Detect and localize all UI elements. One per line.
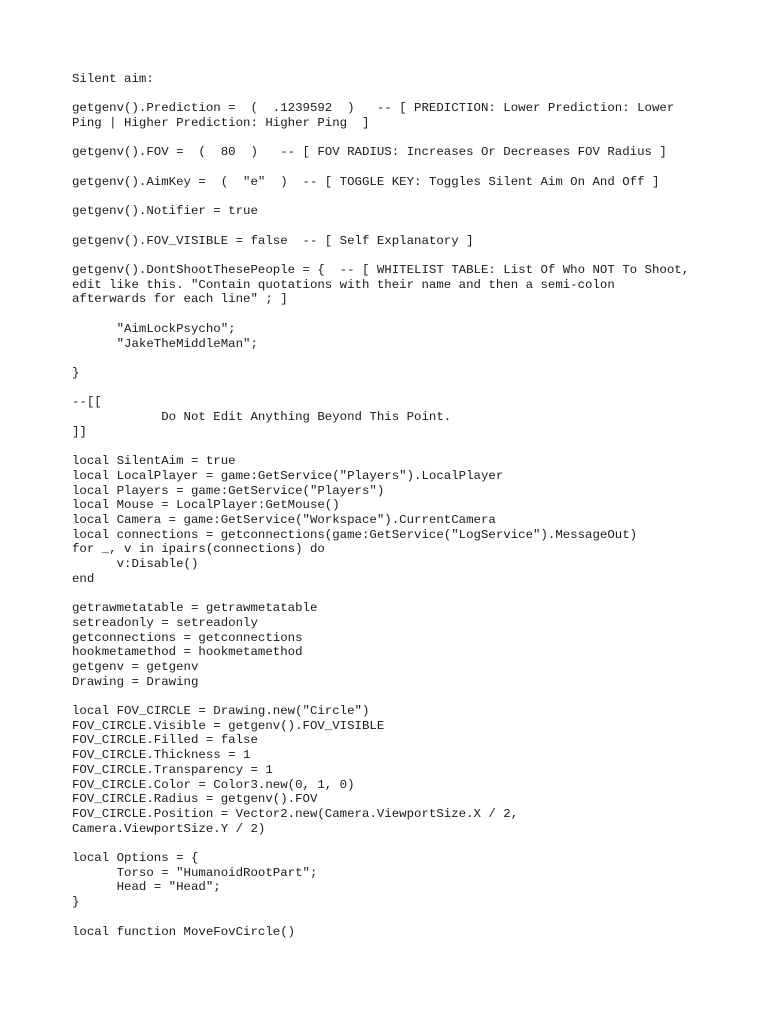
code-line: local function MoveFovCircle()	[72, 924, 296, 939]
code-line: Camera.ViewportSize.Y / 2)	[72, 821, 266, 836]
code-line: }	[72, 365, 80, 380]
code-line: afterwards for each line" ; ]	[72, 292, 288, 307]
code-line: getgenv().Notifier = true	[72, 204, 258, 219]
code-line: FOV_CIRCLE.Transparency = 1	[72, 762, 273, 777]
code-line: v:Disable()	[72, 557, 199, 572]
code-line: setreadonly = setreadonly	[72, 615, 258, 630]
code-line: ]]	[72, 424, 87, 439]
code-line: "AimLockPsycho";	[72, 321, 236, 336]
code-line: Drawing = Drawing	[72, 674, 199, 689]
code-line: local Players = game:GetService("Players")	[72, 483, 385, 498]
code-line: end	[72, 571, 95, 586]
code-line: FOV_CIRCLE.Filled = false	[72, 733, 258, 748]
blank-line	[72, 248, 712, 263]
blank-line	[72, 160, 712, 175]
blank-line	[72, 131, 712, 146]
blank-line	[72, 586, 712, 601]
code-line: FOV_CIRCLE.Visible = getgenv().FOV_VISIBLE	[72, 718, 385, 733]
code-line: local connections = getconnections(game:GetService("LogService").MessageOut)	[72, 527, 638, 542]
code-line: FOV_CIRCLE.Position = Vector2.new(Camera.ViewportSize.X / 2,	[72, 806, 519, 821]
code-line: getgenv().FOV = ( 80 ) -- [ FOV RADIUS: Increases Or Decreases FOV Radius ]	[72, 145, 667, 160]
code-line: local Camera = game:GetService("Workspace").CurrentCamera	[72, 512, 496, 527]
blank-line	[72, 381, 712, 396]
code-line: --[[	[72, 395, 102, 410]
code-line: local LocalPlayer = game:GetService("Players").LocalPlayer	[72, 468, 504, 483]
blank-line	[72, 351, 712, 366]
code-line: Head = "Head";	[72, 880, 221, 895]
code-line: Silent aim:	[72, 72, 154, 86]
code-line: getgenv().Prediction = ( .1239592 ) -- [ PREDICTION: Lower Prediction: Lower	[72, 101, 675, 116]
blank-line	[72, 439, 712, 454]
blank-line	[72, 190, 712, 205]
code-block	[72, 72, 712, 939]
code-line: FOV_CIRCLE.Color = Color3.new(0, 1, 0)	[72, 777, 355, 792]
blank-line	[72, 307, 712, 322]
code-line: getgenv().FOV_VISIBLE = false -- [ Self Explanatory ]	[72, 233, 474, 248]
code-line: FOV_CIRCLE.Thickness = 1	[72, 748, 251, 763]
code-line: local Mouse = LocalPlayer:GetMouse()	[72, 498, 340, 513]
blank-line	[72, 689, 712, 704]
code-line: "JakeTheMiddleMan";	[72, 336, 258, 351]
code-line: getconnections = getconnections	[72, 630, 303, 645]
code-line: getgenv().AimKey = ( "e" ) -- [ TOGGLE KEY: Toggles Silent Aim On And Off ]	[72, 174, 660, 189]
code-line: Torso = "HumanoidRootPart";	[72, 865, 318, 880]
blank-line	[72, 910, 712, 925]
code-line: edit like this. "Contain quotations with their name and then a semi-colon	[72, 277, 615, 292]
blank-line	[72, 87, 712, 102]
blank-line	[72, 219, 712, 234]
code-line: local Options = {	[72, 851, 199, 866]
code-line: }	[72, 895, 80, 910]
code-line: for _, v in ipairs(connections) do	[72, 542, 325, 557]
code-line: hookmetamethod = hookmetamethod	[72, 645, 303, 660]
code-line: getgenv = getgenv	[72, 659, 199, 674]
code-line: local SilentAim = true	[72, 454, 236, 469]
code-line: Ping | Higher Prediction: Higher Ping ]	[72, 116, 370, 131]
code-line: local FOV_CIRCLE = Drawing.new("Circle")	[72, 704, 370, 719]
code-line: Do Not Edit Anything Beyond This Point.	[72, 410, 452, 425]
blank-line	[72, 836, 712, 851]
code-line: getrawmetatable = getrawmetatable	[72, 601, 318, 616]
code-line: getgenv().DontShootThesePeople = { -- [ WHITELIST TABLE: List Of Who NOT To Shoot,	[72, 263, 690, 278]
code-line: FOV_CIRCLE.Radius = getgenv().FOV	[72, 792, 318, 807]
